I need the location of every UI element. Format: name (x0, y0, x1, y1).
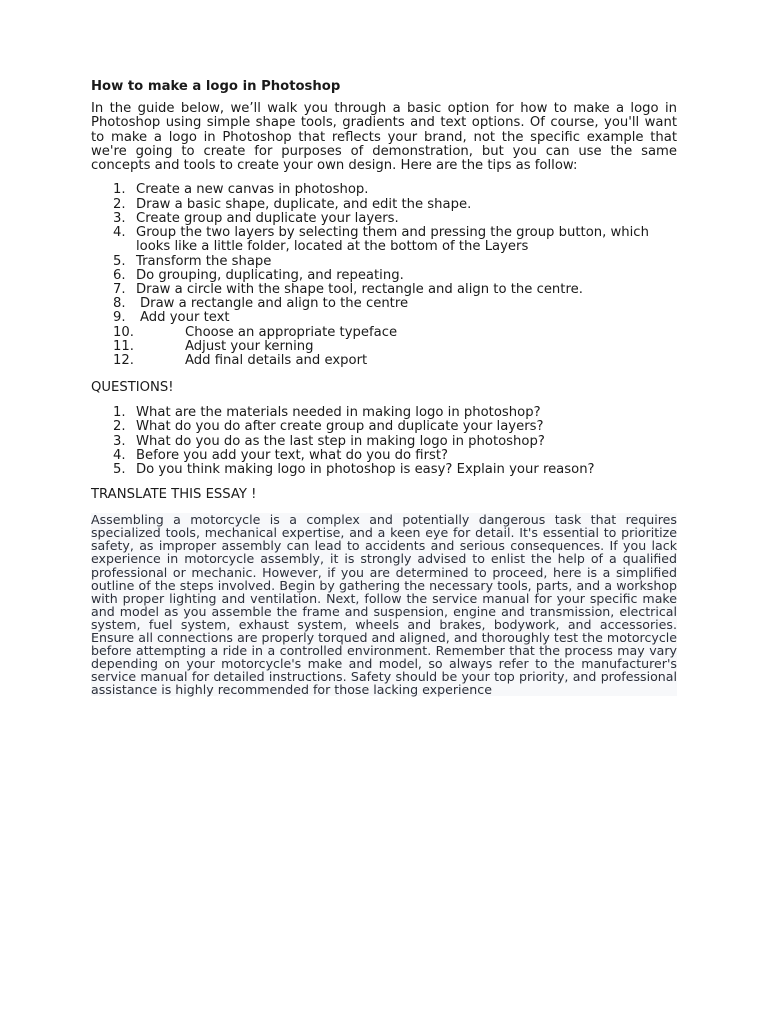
list-number: 1. (113, 405, 126, 421)
list-text: Transform the shape (136, 253, 272, 269)
list-item (91, 183, 677, 197)
list-text: Choose an appropriate typeface (185, 324, 398, 340)
list-number: 6. (113, 267, 126, 283)
list-item (91, 297, 677, 311)
steps-list (91, 183, 677, 368)
questions-heading: QUESTIONS! (91, 380, 174, 396)
list-number: 5. (113, 253, 126, 269)
list-text: Draw a rectangle and align to the centre (140, 296, 409, 312)
list-number: 7. (113, 281, 126, 297)
list-item (91, 463, 677, 477)
document-title: How to make a logo in Photoshop (91, 79, 341, 94)
list-number: 9. (113, 310, 126, 326)
list-item (91, 435, 677, 449)
list-text: Do grouping, duplicating, and repeating. (136, 267, 404, 283)
list-item (91, 449, 677, 463)
list-number: 5. (113, 461, 126, 477)
list-text: What do you do after create group and duplicate your layers? (136, 419, 544, 435)
list-item (91, 212, 677, 226)
list-item (91, 269, 677, 283)
list-text: What are the materials needed in making logo in photoshop? (136, 405, 541, 421)
essay-paragraph: Assembling a motorcycle is a complex and potentially dangerous task that requires specialized tools, mechanical expertise, and a keen eye for detail. It's essential to prioritize safety, as improper assembly can lead to accidents and serious consequences. If you lack experience in motorcycle assembly, it is strongly advised to enlist the help of a qualified professional or mechanic. However, if you are determined to proceed, here is a simplified outline of the steps involved. Begin by gathering the necessary tools, parts, and a workshop with proper lighting and ventilation. Next, follow the service manual for your specific make and model as you assemble the frame and suspension, engine and transmission, electrical system, fuel system, exhaust system, wheels and brakes, bodywork, and accessories. Ensure all connections are properly torqued and aligned, and thoroughly test the motorcycle before attempting a ride in a controlled environment. Remember that the process may vary depending on your motorcycle's make and model, so always refer to the manufacturer's service manual for detailed instructions. Safety should be your top priority, and professional assistance is highly recommended for those lacking experience (91, 512, 677, 698)
list-item (91, 340, 677, 354)
list-text: What do you do as the last step in making logo in photoshop? (136, 433, 545, 449)
list-number: 10. (113, 324, 134, 340)
list-number: 11. (113, 338, 134, 354)
list-text: Add your text (140, 310, 230, 326)
document-page (91, 78, 677, 696)
intro-paragraph: In the guide below, we’ll walk you through a basic option for how to make a logo in Photoshop using simple shape tools, gradients and text options. Of course, you'll want to make a logo in Photoshop that reflects your brand, not the specific example that we're going to create for purposes of demonstration, but you can use the same concepts and tools to create your own design. Here are the tips as follow: (91, 101, 677, 174)
list-text: Create a new canvas in photoshop. (136, 182, 369, 198)
list-number: 2. (113, 419, 126, 435)
list-item (91, 354, 677, 368)
list-item (91, 311, 677, 325)
list-text: Group the two layers by selecting them and pressing the group button, which looks like a little folder, located at the bottom of the Layers (136, 225, 649, 255)
questions-list (91, 406, 677, 477)
list-number: 4. (113, 447, 126, 463)
list-number: 3. (113, 433, 126, 449)
list-item (91, 255, 677, 269)
list-item (91, 226, 677, 254)
list-item (91, 283, 677, 297)
list-text: Do you think making logo in photoshop is easy? Explain your reason? (136, 461, 595, 477)
list-text: Draw a circle with the shape tool, rectangle and align to the centre. (136, 281, 583, 297)
list-text: Before you add your text, what do you do first? (136, 447, 449, 463)
list-text: Add final details and export (185, 352, 368, 368)
list-number: 2. (113, 196, 126, 212)
list-number: 12. (113, 352, 134, 368)
list-text: Draw a basic shape, duplicate, and edit the shape. (136, 196, 472, 212)
translate-heading: TRANSLATE THIS ESSAY ! (91, 487, 257, 503)
list-item (91, 198, 677, 212)
list-item (91, 326, 677, 340)
list-number: 4. (113, 225, 126, 241)
list-number: 8. (113, 296, 126, 312)
list-item (91, 406, 677, 420)
list-text: Adjust your kerning (185, 338, 314, 354)
list-number: 3. (113, 210, 126, 226)
list-number: 1. (113, 182, 126, 198)
list-item (91, 420, 677, 434)
list-text: Create group and duplicate your layers. (136, 210, 399, 226)
